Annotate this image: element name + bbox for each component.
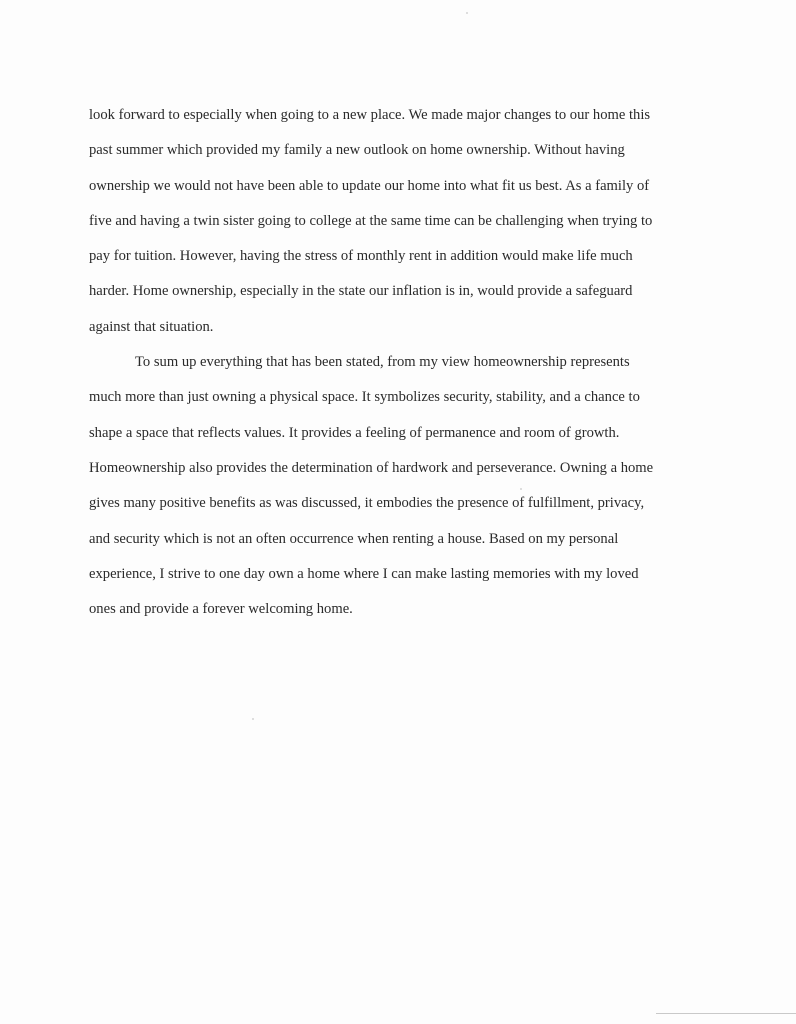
paragraph-line: ones and provide a forever welcoming home.: [89, 601, 353, 618]
scan-speck: [520, 488, 522, 490]
paragraph-line: against that situation.: [89, 318, 214, 335]
paragraph-line: and security which is not an often occurrence when renting a house. Based on my personal: [89, 530, 619, 547]
paragraph-line: pay for tuition. However, having the stress of monthly rent in addition would make life much: [89, 248, 633, 265]
paragraph-line: look forward to especially when going to a new place. We made major changes to our home this: [89, 107, 651, 123]
scan-edge-line: [656, 1013, 796, 1014]
paragraph-line: much more than just owning a physical space. It symbolizes security, stability, and a chance to: [89, 389, 640, 406]
essay-body: [89, 98, 689, 627]
paragraph-line: five and having a twin sister going to college at the same time can be challenging when trying to: [89, 212, 653, 229]
paragraph-line: harder. Home ownership, especially in the state our inflation is in, would provide a safeguard: [89, 283, 633, 300]
paragraph-line: ownership we would not have been able to update our home into what fit us best. As a family of: [89, 177, 650, 194]
paragraph-line: gives many positive benefits as was discussed, it embodies the presence of fulfillment, privacy,: [89, 495, 645, 512]
paragraph-line: To sum up everything that has been stated, from my view homeownership represents: [135, 354, 630, 371]
paragraph-line: past summer which provided my family a new outlook on home ownership. Without having: [89, 142, 625, 159]
paragraph-1: [89, 98, 689, 345]
paragraph-line: shape a space that reflects values. It provides a feeling of permanence and room of growth.: [89, 424, 620, 441]
scan-speck: [466, 12, 468, 14]
paragraph-line: Homeownership also provides the determination of hardwork and perseverance. Owning a home: [89, 459, 654, 476]
paragraph-line: experience, I strive to one day own a home where I can make lasting memories with my loved: [89, 565, 639, 582]
scan-speck: [252, 718, 254, 720]
paragraph-2: [89, 345, 689, 627]
